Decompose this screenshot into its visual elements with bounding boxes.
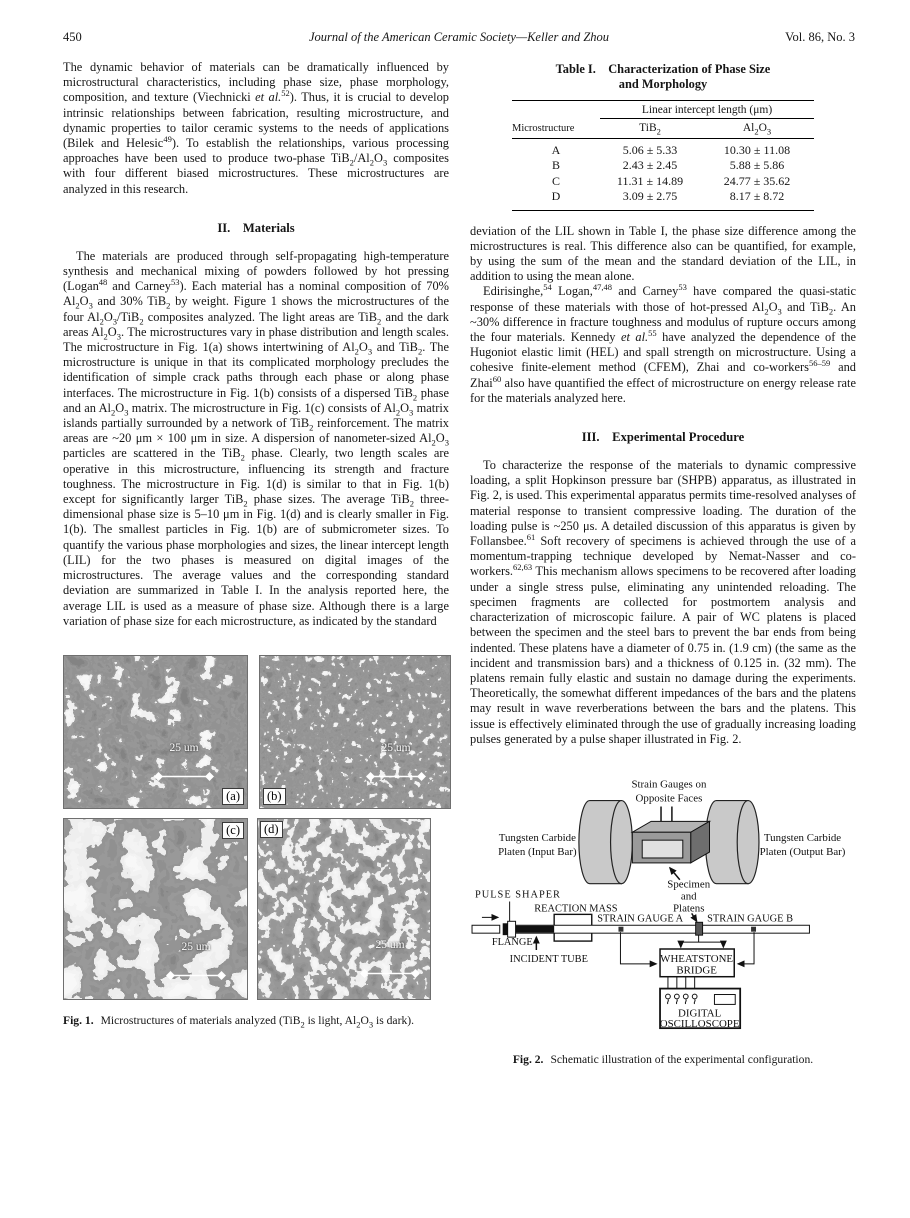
micrograph-panel-b	[259, 655, 451, 809]
micrograph-panel-c	[63, 818, 248, 1000]
cell-al2o3: 10.30 ± 11.08	[723, 143, 791, 157]
scale-bar	[152, 742, 216, 786]
section-heading-materials: II. Materials	[217, 220, 295, 235]
label-output-platen-line1: Tungsten Carbide	[763, 832, 842, 845]
label-pulse-shaper: PULSE SHAPER	[475, 889, 561, 901]
label-oscilloscope-line2: OSCILLOSCOPE	[659, 1018, 740, 1031]
scale-bar-text: 25 um	[375, 938, 405, 951]
oscilloscope-screen	[714, 994, 735, 1004]
pressure-bar	[516, 925, 810, 933]
label-wheatstone-line1: WHEATSTONE	[660, 952, 734, 965]
column-header-tib2: TiB$_2$	[639, 122, 661, 137]
output-platen-cylinder	[706, 801, 759, 884]
label-specimen-line1: Specimen	[667, 878, 711, 891]
label-input-platen-line2: Platen (Input Bar)	[498, 845, 577, 858]
procedure-paragraph: To characterize the response of the materials to dynamic compressive loading, a split Hopkinson pressure bar (SHPB) apparatus, as illustrated in Fig. 2, is used. This experimental apparatus permits time-resolved analyses of material response to transient compressive loading. The duration of the loading pulse is ~250 μs. A detailed discussion of this apparatus is given by Follansbee.$^{61}$ Soft recovery of specimens is achieved through the use of a momentum-trapping technique developed by Nemat-Nasser and co-workers.$^{62,63}$ This mechanism allows specimens to be recovered after loading under a single stress pulse, eliminating any unintended reloading. The specimen fragments are collected for postmortem analysis and characterization of microscopic failure. A pair of WC platens is placed between the specimen and the steel bars to prevent the bar ends from being indented. These platens have a diameter of 0.75 in. (1.9 cm) (the same as the incident and transmission bars) and a thickness of 0.125 in. (32 mm). The platens remain fully elastic and sustain no damage during the experiments. Theoretically, the somewhat different impedances of the bars and the platens may result in wave reverberations between the bars and the platens. This issue is effectively eliminated through the use of gradually increasing loading pulses generated by a pulse shaper illustrated in Fig. 2.	[470, 458, 856, 746]
figure1-caption	[63, 1014, 449, 1028]
figure1-caption-label: Fig. 1.	[63, 1013, 94, 1027]
running-head	[63, 30, 855, 48]
specimen-box	[632, 821, 709, 863]
intro-paragraph: The dynamic behavior of materials can be dramatically influenced by microstructural characteristics, including phase size, phase morphology, composition, and texture (Viechnicki et al.$^{52}$). Thus, it is crucial to develop intrinsic relationships between fabrication, resulting microstructure, and dynamic properties to tailor ceramic systems to the needs of applications (Bilek and Helesic$^{49}$). To establish the relationships, various processing approaches have been used to produce two-phase $TiB_2/Al_2O_3$ composites with four different biased microstructures. These microstructures are analyzed in this research.	[63, 60, 449, 196]
table1-spanner: Linear intercept length (μm)	[600, 104, 814, 119]
incident-tube-bar	[516, 926, 555, 933]
label-output-platen-line2: Platen (Output Bar)	[759, 845, 846, 858]
scale-bar-text: 25 um	[169, 741, 199, 754]
table1-title	[470, 62, 856, 92]
cell-microstructure: C	[551, 173, 560, 188]
scale-bar	[164, 941, 228, 985]
scale-bar-line	[154, 772, 214, 781]
section-heading-procedure: III. Experimental Procedure	[581, 430, 745, 445]
cell-microstructure: D	[551, 189, 561, 204]
figure2-diagram	[470, 761, 856, 1043]
label-wheatstone-line2: BRIDGE	[676, 964, 717, 977]
panel-label-b: (b)	[263, 788, 286, 805]
label-incident-tube: INCIDENT TUBE	[509, 953, 588, 965]
label-strain-gauge-b: STRAIN GAUGE B	[707, 913, 794, 925]
label-specimen-line2: and	[680, 890, 697, 903]
cell-tib2: 5.06 ± 5.33	[622, 143, 678, 157]
label-input-platen-line1: Tungsten Carbide	[498, 832, 576, 845]
journal-title: Journal of the American Ceramic Society—Keller and Zhou	[308, 30, 610, 44]
table1-title-line1: Table I. Characterization of Phase Size	[555, 62, 771, 76]
cell-tib2: 2.43 ± 2.45	[622, 158, 678, 173]
continuation-paragraph: deviation of the LIL shown in Table I, the phase size difference among the microstructures is real. This difference also can be quantified, for example, by using the sum of the mean and the standard deviation of the LIL, in addition to using the mean alone.	[470, 223, 856, 284]
label-reaction-mass: REACTION MASS	[534, 903, 618, 915]
figure2-caption	[470, 1053, 856, 1066]
materials-paragraph: The materials are produced through self-propagating high-temperature synthesis and mechanical mixing of powders followed by hot pressing (Logan$^{48}$ and Carney$^{53}$). Each material has a nominal composition of 70% $Al_2O_3$ and 30% TiB$_2$ by weight. Figure 1 shows the microstructures of the four $Al_2O_3/TiB_2$ composites analyzed. The light areas are TiB$_2$ and the dark areas $Al_2O_3$. The microstructures vary in phase distribution and length scales. The microstructure in Fig. 1(a) shows intertwining of $Al_2O_3$ and TiB$_2$. The microstructure is unique in that its complicated morphology precludes the identification of simple crack paths through each phase or along phase interfaces. The microstructure in Fig. 1(b) consists of a dispersed TiB$_2$ phase and an $Al_2O_3$ matrix. The microstructure in Fig. 1(c) consists of $Al_2O_3$ matrix islands partially surrounded by a network of TiB$_2$ reinforcement. The matrix areas are ~20 μm × 100 μm in size. A dispersion of nanometer-sized $Al_2O_3$ particles are scattered in the TiB$_2$ phase. Clearly, two length scales are operative in this microstructure, influencing its strength and fracture toughness. The microstructure in Fig. 1(d) is similar to that in Fig. 1(b) except for significantly larger TiB$_2$ phase sizes. The average TiB$_2$ three-dimensional phase size is 5–10 μm in Fig. 1(d) and is clearly smaller in Fig. 1(b). The smallest particles in Fig. 1(b) are of submicrometer sizes. To quantify the various phase morphologies and sizes, the linear intercept length (LIL) for the two phases is measured on digital images of the microstructures. The average values and the corresponding standard deviation are summarized in Table I. In the analysis reported here, the average LIL is used as a measure of phase size. Although there is a large variation of phase size for each microstructure, as indicated by the standard	[63, 248, 449, 628]
figure1-caption-text: Microstructures of materials analyzed (TiB$_2$ is light, $Al_2O_3$ is dark).	[100, 1013, 414, 1030]
micrograph-panel-a	[63, 655, 248, 809]
right-column	[470, 60, 856, 1078]
scale-bar-line	[166, 971, 226, 980]
cell-tib2: 3.09 ± 2.75	[622, 189, 678, 204]
cell-al2o3: 24.77 ± 35.62	[723, 173, 791, 188]
scale-bar-line	[360, 969, 420, 978]
label-flange: FLANGE	[491, 936, 533, 948]
table1-grid	[512, 100, 814, 211]
cell-al2o3: 8.17 ± 8.72	[729, 189, 785, 204]
cell-al2o3: 5.88 ± 5.86	[729, 158, 785, 173]
label-strain-gauges-line1: Strain Gauges on	[631, 778, 707, 791]
label-specimen-line3: Platens	[673, 902, 705, 915]
volume-issue: Vol. 86, No. 3	[785, 30, 855, 44]
figure2-caption-text: Schematic illustration of the experimental configuration.	[550, 1052, 814, 1066]
page-number: 450	[63, 30, 82, 44]
micrograph-panel-d	[257, 818, 431, 1000]
cell-microstructure: B	[551, 158, 560, 173]
scale-bar-line	[366, 772, 426, 781]
scale-bar	[358, 939, 422, 983]
figure1	[63, 655, 449, 998]
scale-bar-text: 25 um	[381, 741, 411, 754]
label-oscilloscope-line1: DIGITAL	[678, 1007, 722, 1020]
cell-tib2: 11.31 ± 14.89	[616, 173, 684, 188]
column-header-al2o3: $Al_2O_3$	[742, 122, 772, 137]
panel-label-a: (a)	[222, 788, 244, 805]
left-column	[63, 60, 449, 1039]
scale-bar	[364, 742, 428, 786]
table-row	[512, 189, 814, 204]
panel-label-d: (d)	[260, 821, 283, 838]
table1	[470, 62, 856, 211]
scale-bar-text: 25 um	[181, 940, 211, 953]
table-row	[512, 143, 814, 158]
table1-title-line2: and Morphology	[618, 77, 708, 91]
table-row	[512, 174, 814, 189]
input-platen-cylinder	[579, 801, 632, 884]
panel-label-c: (c)	[222, 822, 244, 839]
table-row	[512, 158, 814, 173]
comparison-paragraph: Edirisinghe,$^{54}$ Logan,$^{47,48}$ and Carney$^{53}$ have compared the quasi-static response of these materials with those of hot-pressed $Al_2O_3$ and TiB$_2$. An ~30% difference in fracture toughness and modulus of rupture occurs among the four materials. Kennedy et al.$^{55}$ have analyzed the dependence of the Hugoniot elastic limit (HEL) and spall strength on microstructure. Using a cohesive finite-element method (CFEM), Zhai and co-workers$^{56-59}$ and Zhai$^{60}$ also have quantified the effect of microstructure on energy release rate for the materials analyzed here.	[470, 282, 857, 405]
column-header-microstructure: Microstructure	[512, 123, 575, 134]
label-strain-gauges-line2: Opposite Faces	[635, 792, 703, 805]
figure2-caption-label: Fig. 2.	[512, 1052, 544, 1066]
label-strain-gauge-a: STRAIN GAUGE A	[597, 913, 684, 925]
specimen-junction	[696, 922, 703, 935]
cell-microstructure: A	[551, 143, 561, 157]
